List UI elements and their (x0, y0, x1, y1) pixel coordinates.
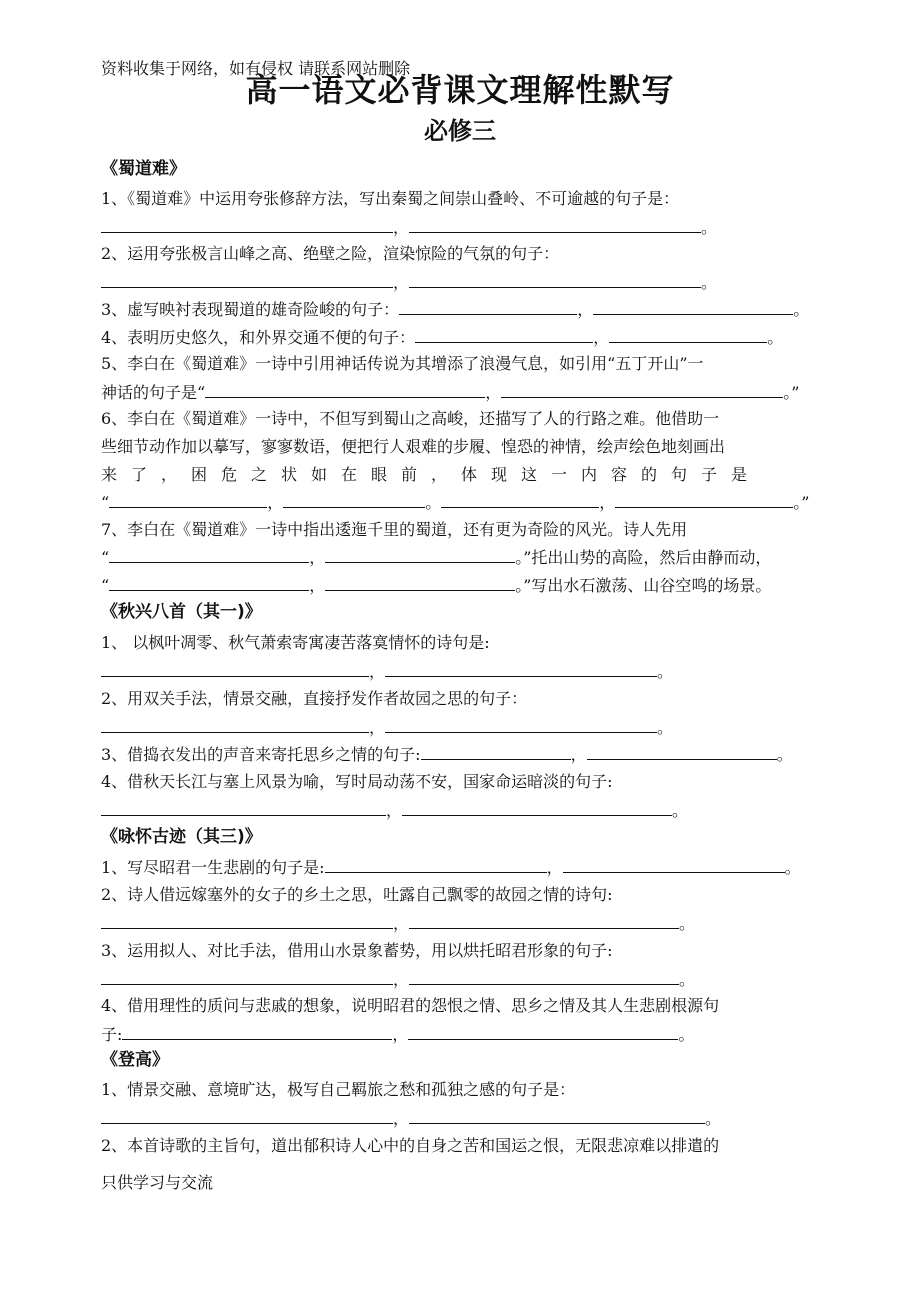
answer-blank[interactable] (205, 381, 485, 398)
answer-blank[interactable] (609, 326, 767, 343)
answer-blank[interactable] (122, 1023, 392, 1040)
question-text: 2、运用夸张极言山峰之高、绝壁之险，渲染惊险的气氛的句子： (101, 244, 560, 263)
question-text: 1、情景交融、意境旷达，极写自己羁旅之愁和孤独之感的句子是： (101, 1080, 576, 1099)
question-line: 神话的句子是“ ， 。” (101, 383, 800, 402)
answer-blank[interactable] (101, 271, 393, 288)
question-text: 7、李白在《蜀道难》一诗中指出逶迤千里的蜀道，还有更为奇险的风光。诗人先用 (101, 520, 688, 539)
answer-blank[interactable] (409, 1107, 705, 1124)
question-line: 1、写尽昭君一生悲剧的句子是: ， 。 (101, 858, 801, 877)
answer-blank[interactable] (109, 546, 309, 563)
section-heading-shudaonan: 《蜀道难》 (101, 159, 186, 179)
question-line: 4、表明历史悠久，和外界交通不便的句子： ， 。 (101, 328, 784, 347)
answer-blank[interactable] (409, 216, 701, 233)
watermark: 资料收集于网络，如有侵权 请联系网站删除 (101, 59, 411, 78)
answer-line: ， 。 (101, 271, 717, 294)
answer-blank[interactable] (441, 491, 599, 508)
answer-line: ， 。 (101, 1107, 721, 1130)
answer-blank[interactable] (325, 546, 515, 563)
answer-line: ， 。 (101, 216, 717, 239)
answer-blank[interactable] (615, 491, 793, 508)
answer-blank[interactable] (402, 799, 672, 816)
page-title: 高一语文必背课文理解性默写 (245, 71, 675, 109)
section-heading-denggao: 《登高》 (101, 1050, 169, 1070)
question-text: 3、运用拟人、对比手法，借用山水景象蓄势，用以烘托昭君形象的句子: (101, 941, 613, 960)
answer-line: “ ， 。”写出水石激荡、山谷空鸣的场景。 (101, 576, 772, 595)
answer-blank[interactable] (109, 574, 309, 591)
question-text: 1、 以枫叶凋零、秋气萧索寄寓凄苦落寞情怀的诗句是: (101, 633, 490, 652)
answer-blank[interactable] (325, 856, 547, 873)
answer-line: ， 。 (101, 968, 695, 991)
section-heading-yonghuai: 《咏怀古迹（其三)》 (101, 827, 262, 847)
answer-blank[interactable] (101, 716, 369, 733)
answer-blank[interactable] (421, 743, 571, 760)
answer-blank[interactable] (587, 743, 777, 760)
question-text: 4、借用理性的质问与悲戚的想象，说明昭君的怨恨之情、思乡之情及其人生悲剧根源句 (101, 996, 720, 1015)
question-line: 子: ， 。 (101, 1025, 695, 1044)
answer-blank[interactable] (409, 968, 679, 985)
answer-blank[interactable] (101, 1107, 393, 1124)
answer-blank[interactable] (101, 660, 369, 677)
answer-blank[interactable] (101, 912, 393, 929)
answer-blank[interactable] (501, 381, 783, 398)
answer-blank[interactable] (325, 574, 515, 591)
answer-line: “ ， 。”托出山势的高险，然后由静而动， (101, 548, 772, 567)
section-heading-qiuxing: 《秋兴八首（其一)》 (101, 602, 262, 622)
answer-line: “ ， 。 ， 。” (101, 493, 810, 512)
answer-blank[interactable] (409, 912, 679, 929)
answer-blank[interactable] (409, 271, 701, 288)
question-text: 来了，困危之状如在眼前，体现这一内容的句子是 (101, 465, 762, 484)
footer-note: 只供学习与交流 (101, 1173, 214, 1192)
question-text: 2、诗人借远嫁塞外的女子的乡土之思，吐露自己飘零的故园之情的诗句: (101, 885, 613, 904)
answer-blank[interactable] (101, 968, 393, 985)
page-subtitle: 必修三 (424, 117, 496, 145)
question-text: 5、李白在《蜀道难》一诗中引用神话传说为其增添了浪漫气息，如引用“五丁开山”一 (101, 354, 704, 373)
question-text: 4、借秋天长江与塞上风景为喻，写时局动荡不安，国家命运暗淡的句子: (101, 772, 613, 791)
answer-blank[interactable] (593, 298, 793, 315)
answer-line: ， 。 (101, 799, 688, 822)
answer-blank[interactable] (408, 1023, 678, 1040)
answer-line: ， 。 (101, 660, 673, 683)
answer-blank[interactable] (101, 216, 393, 233)
question-text: 6、李白在《蜀道难》一诗中，不但写到蜀山之高峻，还描写了人的行路之难。他借助一 (101, 409, 720, 428)
question-text: 2、用双关手法，情景交融，直接抒发作者故园之思的句子： (101, 689, 528, 708)
question-text: 1、《蜀道难》中运用夸张修辞方法，写出秦蜀之间崇山叠岭、不可逾越的句子是： (101, 189, 680, 208)
question-line: 3、借捣衣发出的声音来寄托思乡之情的句子: ， 。 (101, 745, 793, 764)
answer-blank[interactable] (385, 660, 657, 677)
answer-blank[interactable] (109, 491, 267, 508)
question-text: 2、本首诗歌的主旨句，道出郁积诗人心中的自身之苦和国运之恨，无限悲凉难以排遣的 (101, 1136, 720, 1155)
answer-line: ， 。 (101, 716, 673, 739)
answer-blank[interactable] (385, 716, 657, 733)
answer-blank[interactable] (283, 491, 425, 508)
question-line: 3、虚写映衬表现蜀道的雄奇险峻的句子： ， 。 (101, 300, 810, 319)
question-text: 些细节动作加以摹写，寥寥数语，便把行人艰难的步履、惶恐的神情，绘声绘色地刻画出 (101, 437, 726, 456)
answer-blank[interactable] (101, 799, 386, 816)
answer-blank[interactable] (563, 856, 785, 873)
answer-line: ， 。 (101, 912, 695, 935)
answer-blank[interactable] (415, 326, 593, 343)
answer-blank[interactable] (399, 298, 577, 315)
